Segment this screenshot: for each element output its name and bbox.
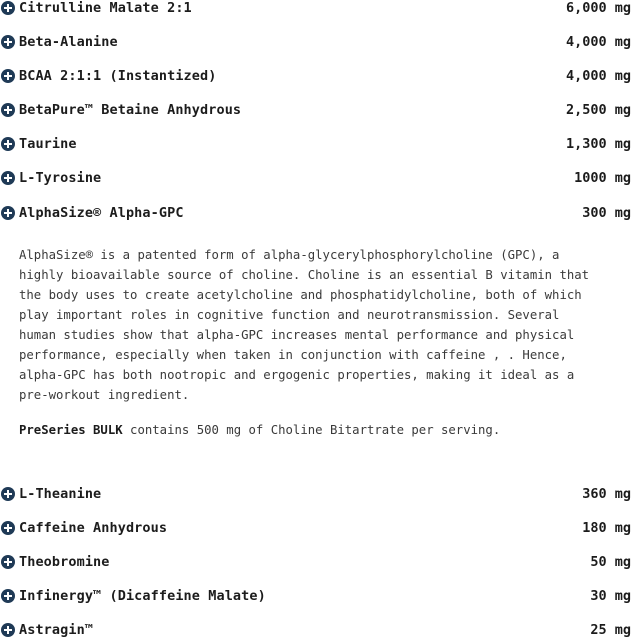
ingredient-amount: 180 mg <box>582 520 631 536</box>
ingredient-name: Beta-Alanine <box>19 34 118 50</box>
description-line: play important roles in cognitive function and neurotransmission. Several <box>19 308 560 322</box>
plus-circle-icon[interactable] <box>1 521 15 535</box>
plus-circle-icon[interactable] <box>1 623 15 637</box>
ingredient-name: Theobromine <box>19 554 110 570</box>
ingredient-row[interactable] <box>0 134 631 154</box>
ingredient-row[interactable] <box>0 32 631 52</box>
ingredient-row[interactable] <box>0 168 631 188</box>
plus-circle-icon[interactable] <box>1 206 15 220</box>
ingredient-amount: 1000 mg <box>574 170 631 186</box>
serving-note-text: contains 500 mg of Choline Bitartrate per serving. <box>122 423 501 437</box>
ingredient-amount: 300 mg <box>582 205 631 221</box>
plus-circle-icon[interactable] <box>1 487 15 501</box>
ingredient-amount: 1,300 mg <box>565 136 631 152</box>
ingredient-name: AlphaSize® Alpha-GPC <box>19 205 184 221</box>
ingredient-row[interactable] <box>0 484 631 504</box>
plus-circle-icon[interactable] <box>1 137 15 151</box>
ingredient-description <box>19 245 619 405</box>
ingredient-row[interactable] <box>0 0 631 18</box>
plus-circle-icon[interactable] <box>1 69 15 83</box>
ingredient-row[interactable] <box>0 620 631 640</box>
ingredient-row[interactable] <box>0 518 631 538</box>
ingredient-name: L-Theanine <box>19 486 102 502</box>
ingredient-amount: 2,500 mg <box>565 102 631 118</box>
ingredient-row[interactable] <box>0 100 631 120</box>
plus-circle-icon[interactable] <box>1 171 15 185</box>
plus-circle-icon[interactable] <box>1 35 15 49</box>
description-line: highly bioavailable source of choline. Choline is an essential B vitamin that <box>19 268 590 282</box>
plus-circle-icon[interactable] <box>1 589 15 603</box>
ingredient-row[interactable] <box>0 66 631 86</box>
ingredient-amount: 4,000 mg <box>565 68 631 84</box>
ingredient-row[interactable] <box>0 552 631 572</box>
description-line: the body uses to create acetylcholine and phosphatidylcholine, both of which <box>19 288 582 302</box>
ingredient-row-expanded[interactable] <box>0 203 631 223</box>
ingredient-name: Taurine <box>19 136 77 152</box>
product-name: PreSeries BULK <box>19 423 123 437</box>
ingredient-amount: 25 mg <box>590 622 631 638</box>
plus-circle-icon[interactable] <box>1 103 15 117</box>
ingredient-name: Astragin™ <box>19 622 94 638</box>
ingredient-row[interactable] <box>0 586 631 606</box>
ingredient-amount: 4,000 mg <box>565 34 631 50</box>
description-line: performance, especially when taken in conjunction with caffeine , . Hence, <box>19 348 567 362</box>
ingredient-amount: 6,000 mg <box>565 0 631 16</box>
description-line: AlphaSize® is a patented form of alpha-glycerylphosphorylcholine (GPC), a <box>19 248 560 262</box>
ingredient-name: BCAA 2:1:1 (Instantized) <box>19 68 217 84</box>
ingredient-amount: 360 mg <box>582 486 631 502</box>
ingredient-name: Caffeine Anhydrous <box>19 520 168 536</box>
ingredient-name: BetaPure™ Betaine Anhydrous <box>19 102 242 118</box>
plus-circle-icon[interactable] <box>1 555 15 569</box>
ingredient-name: L-Tyrosine <box>19 170 102 186</box>
description-line: pre-workout ingredient. <box>19 388 190 402</box>
ingredient-amount: 30 mg <box>590 588 631 604</box>
ingredient-name: Citrulline Malate 2:1 <box>19 0 192 16</box>
description-line: alpha-GPC has both nootropic and ergogenic properties, making it ideal as a <box>19 368 575 382</box>
description-line: human studies show that alpha-GPC increases mental performance and physical <box>19 328 575 342</box>
plus-circle-icon[interactable] <box>1 1 15 15</box>
ingredient-amount: 50 mg <box>590 554 631 570</box>
serving-note <box>19 420 500 440</box>
ingredient-name: Infinergy™ (Dicaffeine Malate) <box>19 588 266 604</box>
